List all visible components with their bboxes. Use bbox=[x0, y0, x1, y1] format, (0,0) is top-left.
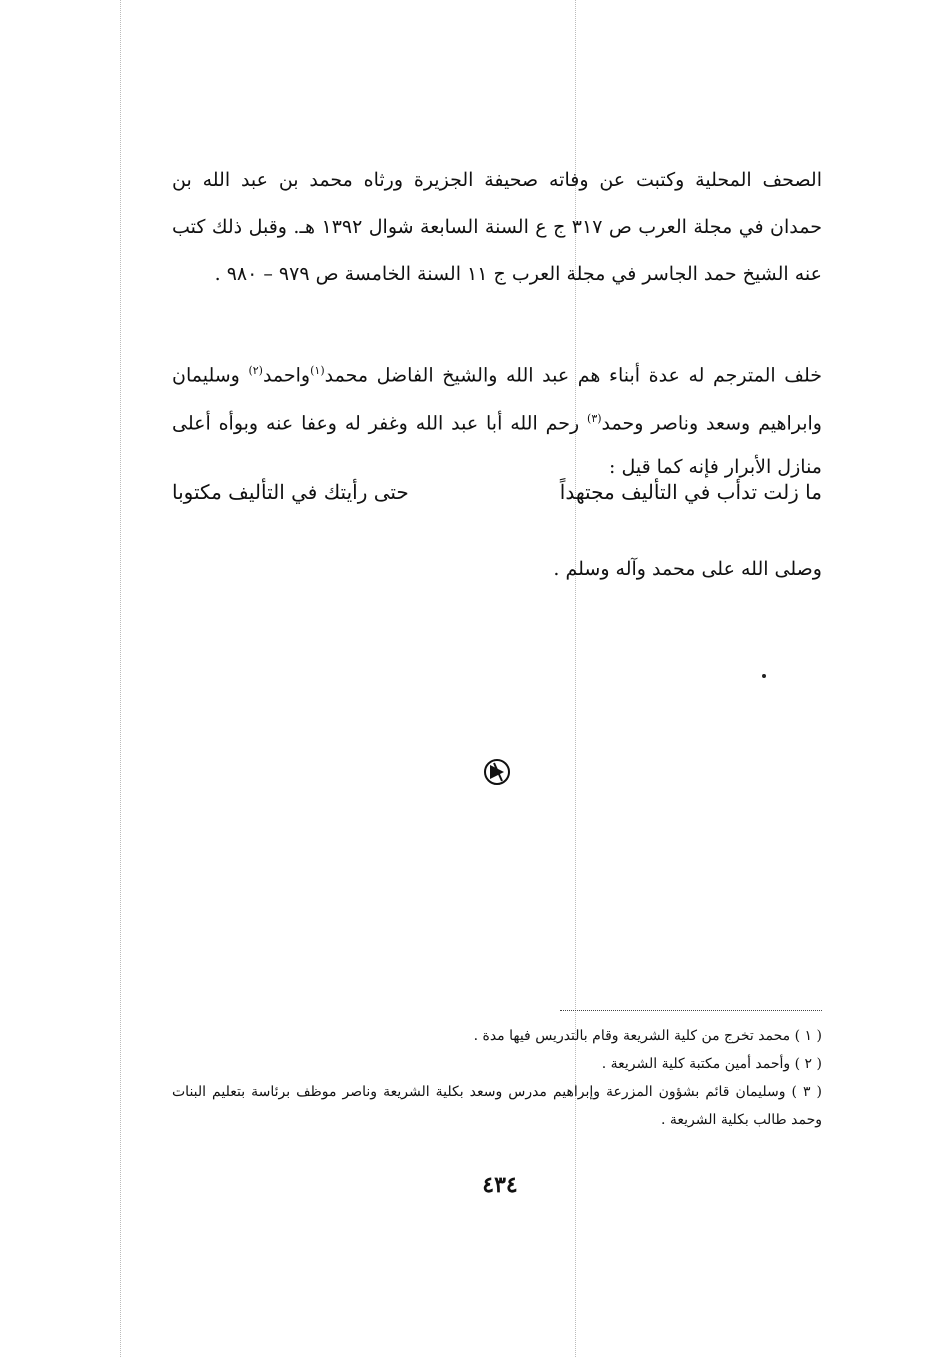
speck bbox=[762, 674, 766, 678]
footnotes bbox=[172, 1022, 822, 1134]
footnote-separator bbox=[560, 1010, 822, 1011]
verse-second-hemistich: حتى رأيتك في التأليف مكتوبا bbox=[172, 480, 409, 504]
footnote-1: ( ١ ) محمد تخرج من كلية الشريعة وقام بالتدريس فيها مدة . bbox=[473, 1028, 822, 1044]
footnote-ref-2: (٢) bbox=[248, 364, 263, 377]
paragraph-text: رحم الله أبا عبد الله وغفر له وعفا عنه وبوأه أعلى منازل الأبرار فإنه كما قيل : bbox=[172, 412, 822, 478]
footnote-3: ( ٣ ) وسليمان قائم بشؤون المزرعة وإبراهيم مدرس وسعد بكلية الشريعة وناصر موظف برئاسة بتعليم البنات وحمد طالب بكلية الشريعة . bbox=[172, 1084, 822, 1128]
ornament-icon bbox=[480, 755, 514, 789]
footnote-ref-3: (٣) bbox=[587, 412, 602, 426]
page-number: ٤٣٤ bbox=[482, 1172, 518, 1198]
paragraph-text: وسليمان وابراهيم وسعد وناصر وحمد bbox=[172, 364, 822, 435]
scan-artifact-line bbox=[120, 0, 121, 1357]
paragraph-children bbox=[172, 349, 822, 489]
paragraph-obituary-sources: الصحف المحلية وكتبت عن وفاته صحيفة الجزيرة ورثاه محمد بن عبد الله بن حمدان في مجلة العرب ص ٣١٧ ج ع السنة السابعة شوال ١٣٩٢ هـ. وقبل ذلك كتب عنه الشيخ حمد الجاسر في مجلة العرب ج ١١ السنة الخامسة ص ٩٧٩ – ٩٨٠ . bbox=[172, 169, 822, 285]
poetry-verse bbox=[172, 470, 822, 514]
paragraph-text: خلف المترجم له عدة أبناء هم عبد الله والشيخ الفاضل محمد bbox=[324, 364, 822, 387]
closing-blessing: وصلى الله على محمد وآله وسلم . bbox=[553, 558, 822, 580]
paragraph-text: واحمد bbox=[262, 364, 311, 387]
footnote-2: ( ٢ ) وأحمد أمين مكتبة كلية الشريعة . bbox=[601, 1056, 822, 1072]
footnote-ref-1: (١) bbox=[310, 364, 325, 377]
verse-first-hemistich: ما زلت تدأب في التأليف مجتهداً bbox=[559, 480, 822, 504]
